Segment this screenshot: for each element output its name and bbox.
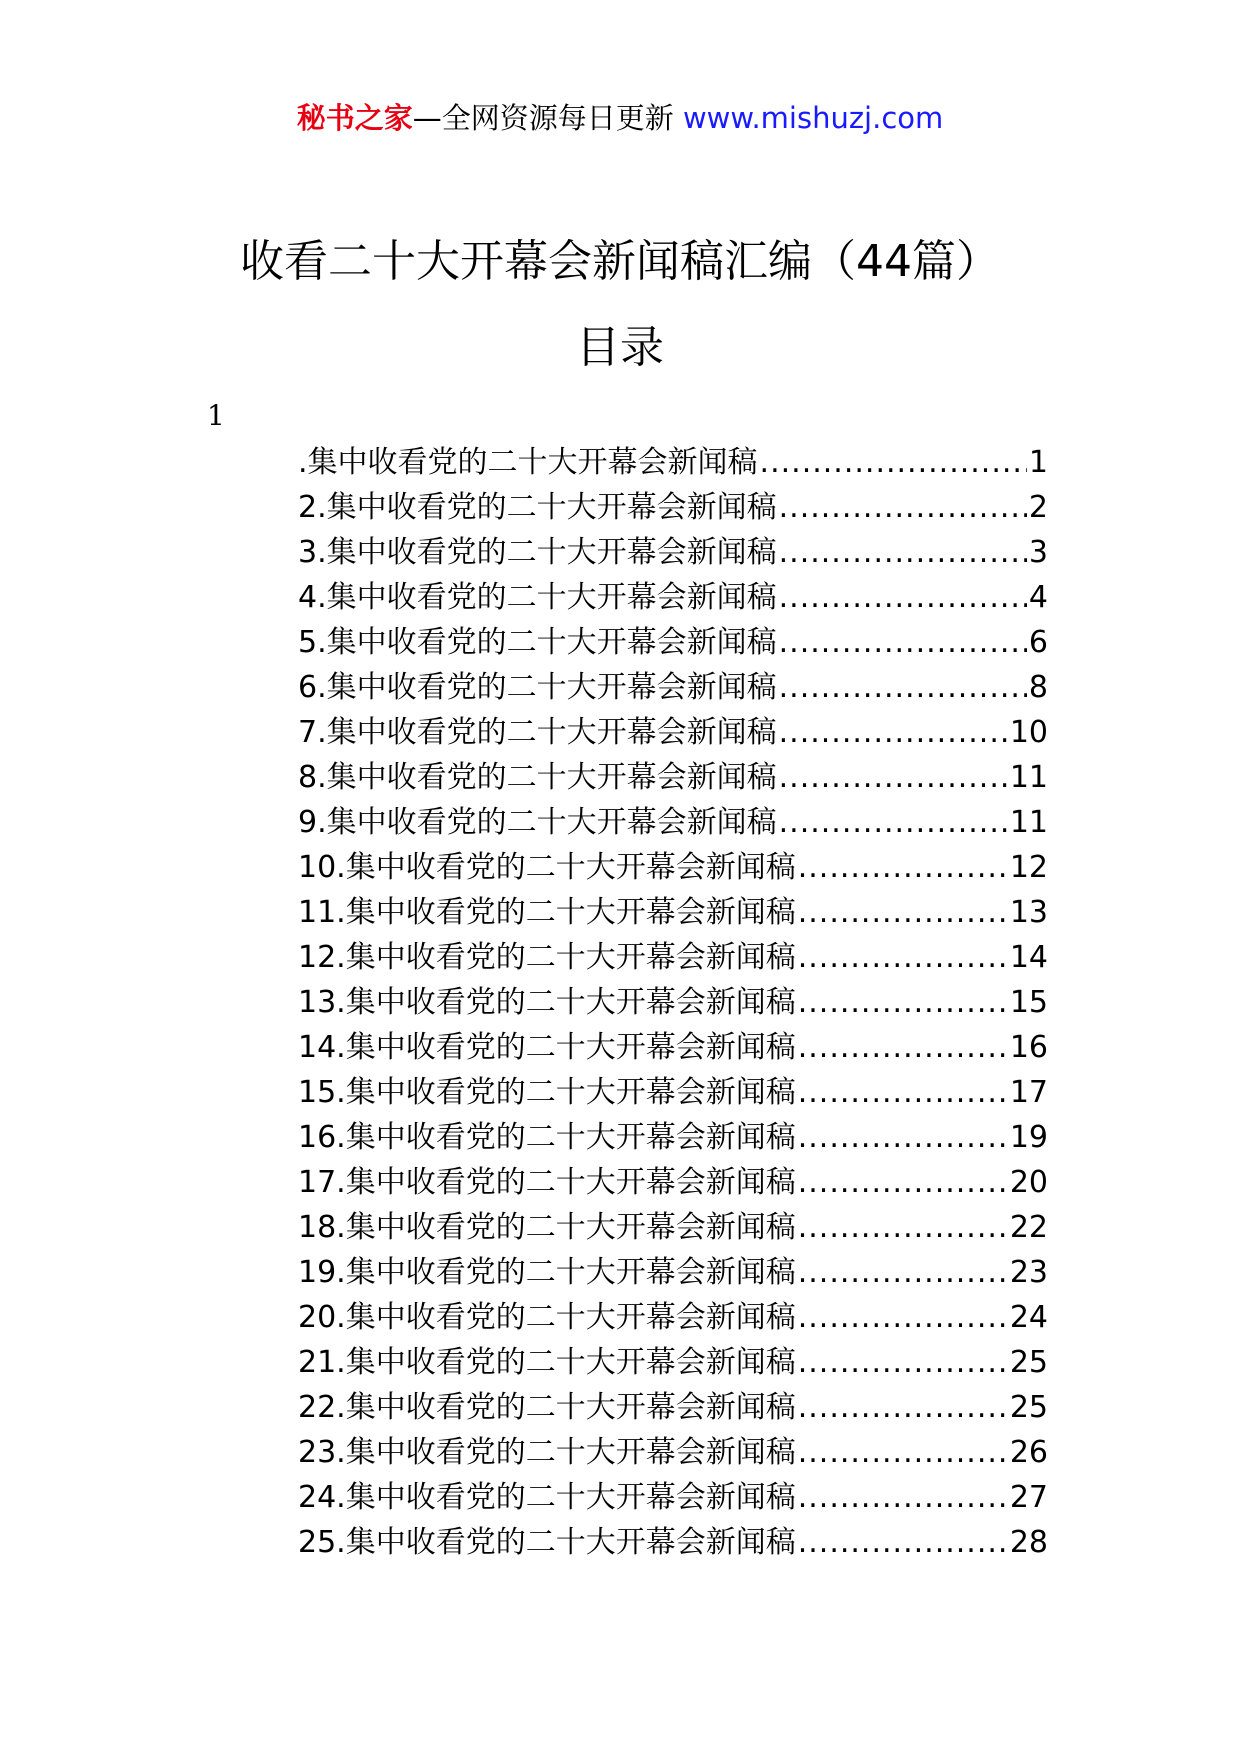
toc-dot-leader [779,575,1027,620]
toc-entry-label: 5.集中收看党的二十大开幕会新闻稿 [298,625,777,660]
toc-entry-page: 11 [1009,760,1048,795]
toc-entry-page: 4 [1028,580,1048,615]
toc-entry-page: 13 [1009,895,1048,930]
toc-entry[interactable] [298,620,1048,665]
toc-entry-label: 25.集中收看党的二十大开幕会新闻稿 [298,1525,796,1560]
toc-entry-label: 15.集中收看党的二十大开幕会新闻稿 [298,1075,796,1110]
toc-entry-label: 6.集中收看党的二十大开幕会新闻稿 [298,670,777,705]
toc-entry-label: 13.集中收看党的二十大开幕会新闻稿 [298,985,796,1020]
toc-entry-label: 10.集中收看党的二十大开幕会新闻稿 [298,850,796,885]
toc-entry-page: 23 [1009,1255,1048,1290]
toc-entry[interactable] [298,890,1048,935]
toc-entry-page: 28 [1009,1525,1048,1560]
toc-dot-leader [798,845,1008,890]
toc-dot-leader [798,1475,1008,1520]
toc-entry[interactable] [298,530,1048,575]
toc-dot-leader [798,1160,1008,1205]
toc-entry[interactable] [298,575,1048,620]
toc-entry-page: 17 [1009,1075,1048,1110]
table-of-contents [298,440,1048,1565]
toc-entry-label: 7.集中收看党的二十大开幕会新闻稿 [298,715,777,750]
toc-entry[interactable] [298,665,1048,710]
toc-dot-leader [798,1025,1008,1070]
toc-entry[interactable] [298,1430,1048,1475]
toc-entry-page: 26 [1009,1435,1048,1470]
toc-entry-label: 23.集中收看党的二十大开幕会新闻稿 [298,1435,796,1470]
toc-entry-label: 12.集中收看党的二十大开幕会新闻稿 [298,940,796,975]
toc-entry-label: 2.集中收看党的二十大开幕会新闻稿 [298,490,777,525]
toc-entry-page: 27 [1009,1480,1048,1515]
toc-entry[interactable] [298,980,1048,1025]
toc-entry-label: .集中收看党的二十大开幕会新闻稿 [298,445,758,480]
toc-entry-label: 18.集中收看党的二十大开幕会新闻稿 [298,1210,796,1245]
toc-dot-leader [798,1340,1008,1385]
toc-entry-label: 14.集中收看党的二十大开幕会新闻稿 [298,1030,796,1065]
toc-entry[interactable] [298,1115,1048,1160]
toc-entry-label: 3.集中收看党的二十大开幕会新闻稿 [298,535,777,570]
toc-entry-label: 4.集中收看党的二十大开幕会新闻稿 [298,580,777,615]
toc-dot-leader [798,935,1008,980]
toc-entry[interactable] [298,1385,1048,1430]
toc-dot-leader [779,710,1008,755]
toc-entry-page: 10 [1009,715,1048,750]
toc-dot-leader [779,755,1008,800]
toc-entry[interactable] [298,1295,1048,1340]
toc-entry-page: 8 [1028,670,1048,705]
toc-entry[interactable] [298,935,1048,980]
toc-entry[interactable] [298,1475,1048,1520]
site-url-link[interactable]: www.mishuzj.com [682,101,944,135]
toc-dot-leader [798,1205,1008,1250]
document-title: 收看二十大开幕会新闻稿汇编（44篇） [240,236,1000,287]
toc-dot-leader [779,530,1027,575]
toc-dot-leader [798,1115,1008,1160]
toc-entry[interactable] [298,755,1048,800]
toc-entry-page: 24 [1009,1300,1048,1335]
site-header [0,98,1240,138]
toc-entry[interactable] [298,1160,1048,1205]
toc-entry[interactable] [298,440,1048,485]
toc-entry-label: 8.集中收看党的二十大开幕会新闻稿 [298,760,777,795]
toc-entry[interactable] [298,1520,1048,1565]
toc-entry[interactable] [298,1250,1048,1295]
toc-dot-leader [798,1385,1008,1430]
site-tagline: —全网资源每日更新 [412,101,674,135]
toc-entry-label: 20.集中收看党的二十大开幕会新闻稿 [298,1300,796,1335]
toc-entry-page: 25 [1009,1345,1048,1380]
toc-entry-label: 11.集中收看党的二十大开幕会新闻稿 [298,895,796,930]
toc-entry[interactable] [298,710,1048,755]
toc-entry-label: 17.集中收看党的二十大开幕会新闻稿 [298,1165,796,1200]
toc-entry-page: 22 [1009,1210,1048,1245]
toc-dot-leader [798,1250,1008,1295]
toc-dot-leader [779,800,1008,845]
toc-dot-leader [798,890,1008,935]
toc-entry[interactable] [298,1070,1048,1115]
toc-entry-page: 15 [1009,985,1048,1020]
toc-entry[interactable] [298,800,1048,845]
toc-entry-label: 16.集中收看党的二十大开幕会新闻稿 [298,1120,796,1155]
toc-dot-leader [798,1430,1008,1475]
toc-heading: 目录 [576,322,664,373]
toc-entry-page: 14 [1009,940,1048,975]
stray-number: 1 [207,399,225,432]
toc-entry-page: 6 [1028,625,1048,660]
toc-entry[interactable] [298,1025,1048,1070]
toc-dot-leader [798,1295,1008,1340]
toc-dot-leader [779,665,1027,710]
toc-entry-label: 9.集中收看党的二十大开幕会新闻稿 [298,805,777,840]
toc-entry-page: 3 [1028,535,1048,570]
toc-entry-page: 19 [1009,1120,1048,1155]
toc-dot-leader [760,440,1027,485]
site-brand: 秘书之家 [296,101,413,135]
toc-entry[interactable] [298,485,1048,530]
toc-entry-page: 20 [1009,1165,1048,1200]
toc-entry[interactable] [298,1205,1048,1250]
toc-dot-leader [779,620,1027,665]
toc-entry[interactable] [298,1340,1048,1385]
toc-entry-page: 11 [1009,805,1048,840]
toc-entry-page: 12 [1009,850,1048,885]
toc-entry[interactable] [298,845,1048,890]
toc-entry-label: 19.集中收看党的二十大开幕会新闻稿 [298,1255,796,1290]
toc-entry-page: 1 [1028,445,1048,480]
toc-dot-leader [798,1070,1008,1115]
toc-entry-label: 24.集中收看党的二十大开幕会新闻稿 [298,1480,796,1515]
toc-entry-page: 16 [1009,1030,1048,1065]
toc-entry-label: 21.集中收看党的二十大开幕会新闻稿 [298,1345,796,1380]
toc-dot-leader [798,980,1008,1025]
toc-dot-leader [779,485,1027,530]
toc-entry-label: 22.集中收看党的二十大开幕会新闻稿 [298,1390,796,1425]
toc-entry-page: 25 [1009,1390,1048,1425]
toc-entry-page: 2 [1028,490,1048,525]
toc-dot-leader [798,1520,1008,1565]
